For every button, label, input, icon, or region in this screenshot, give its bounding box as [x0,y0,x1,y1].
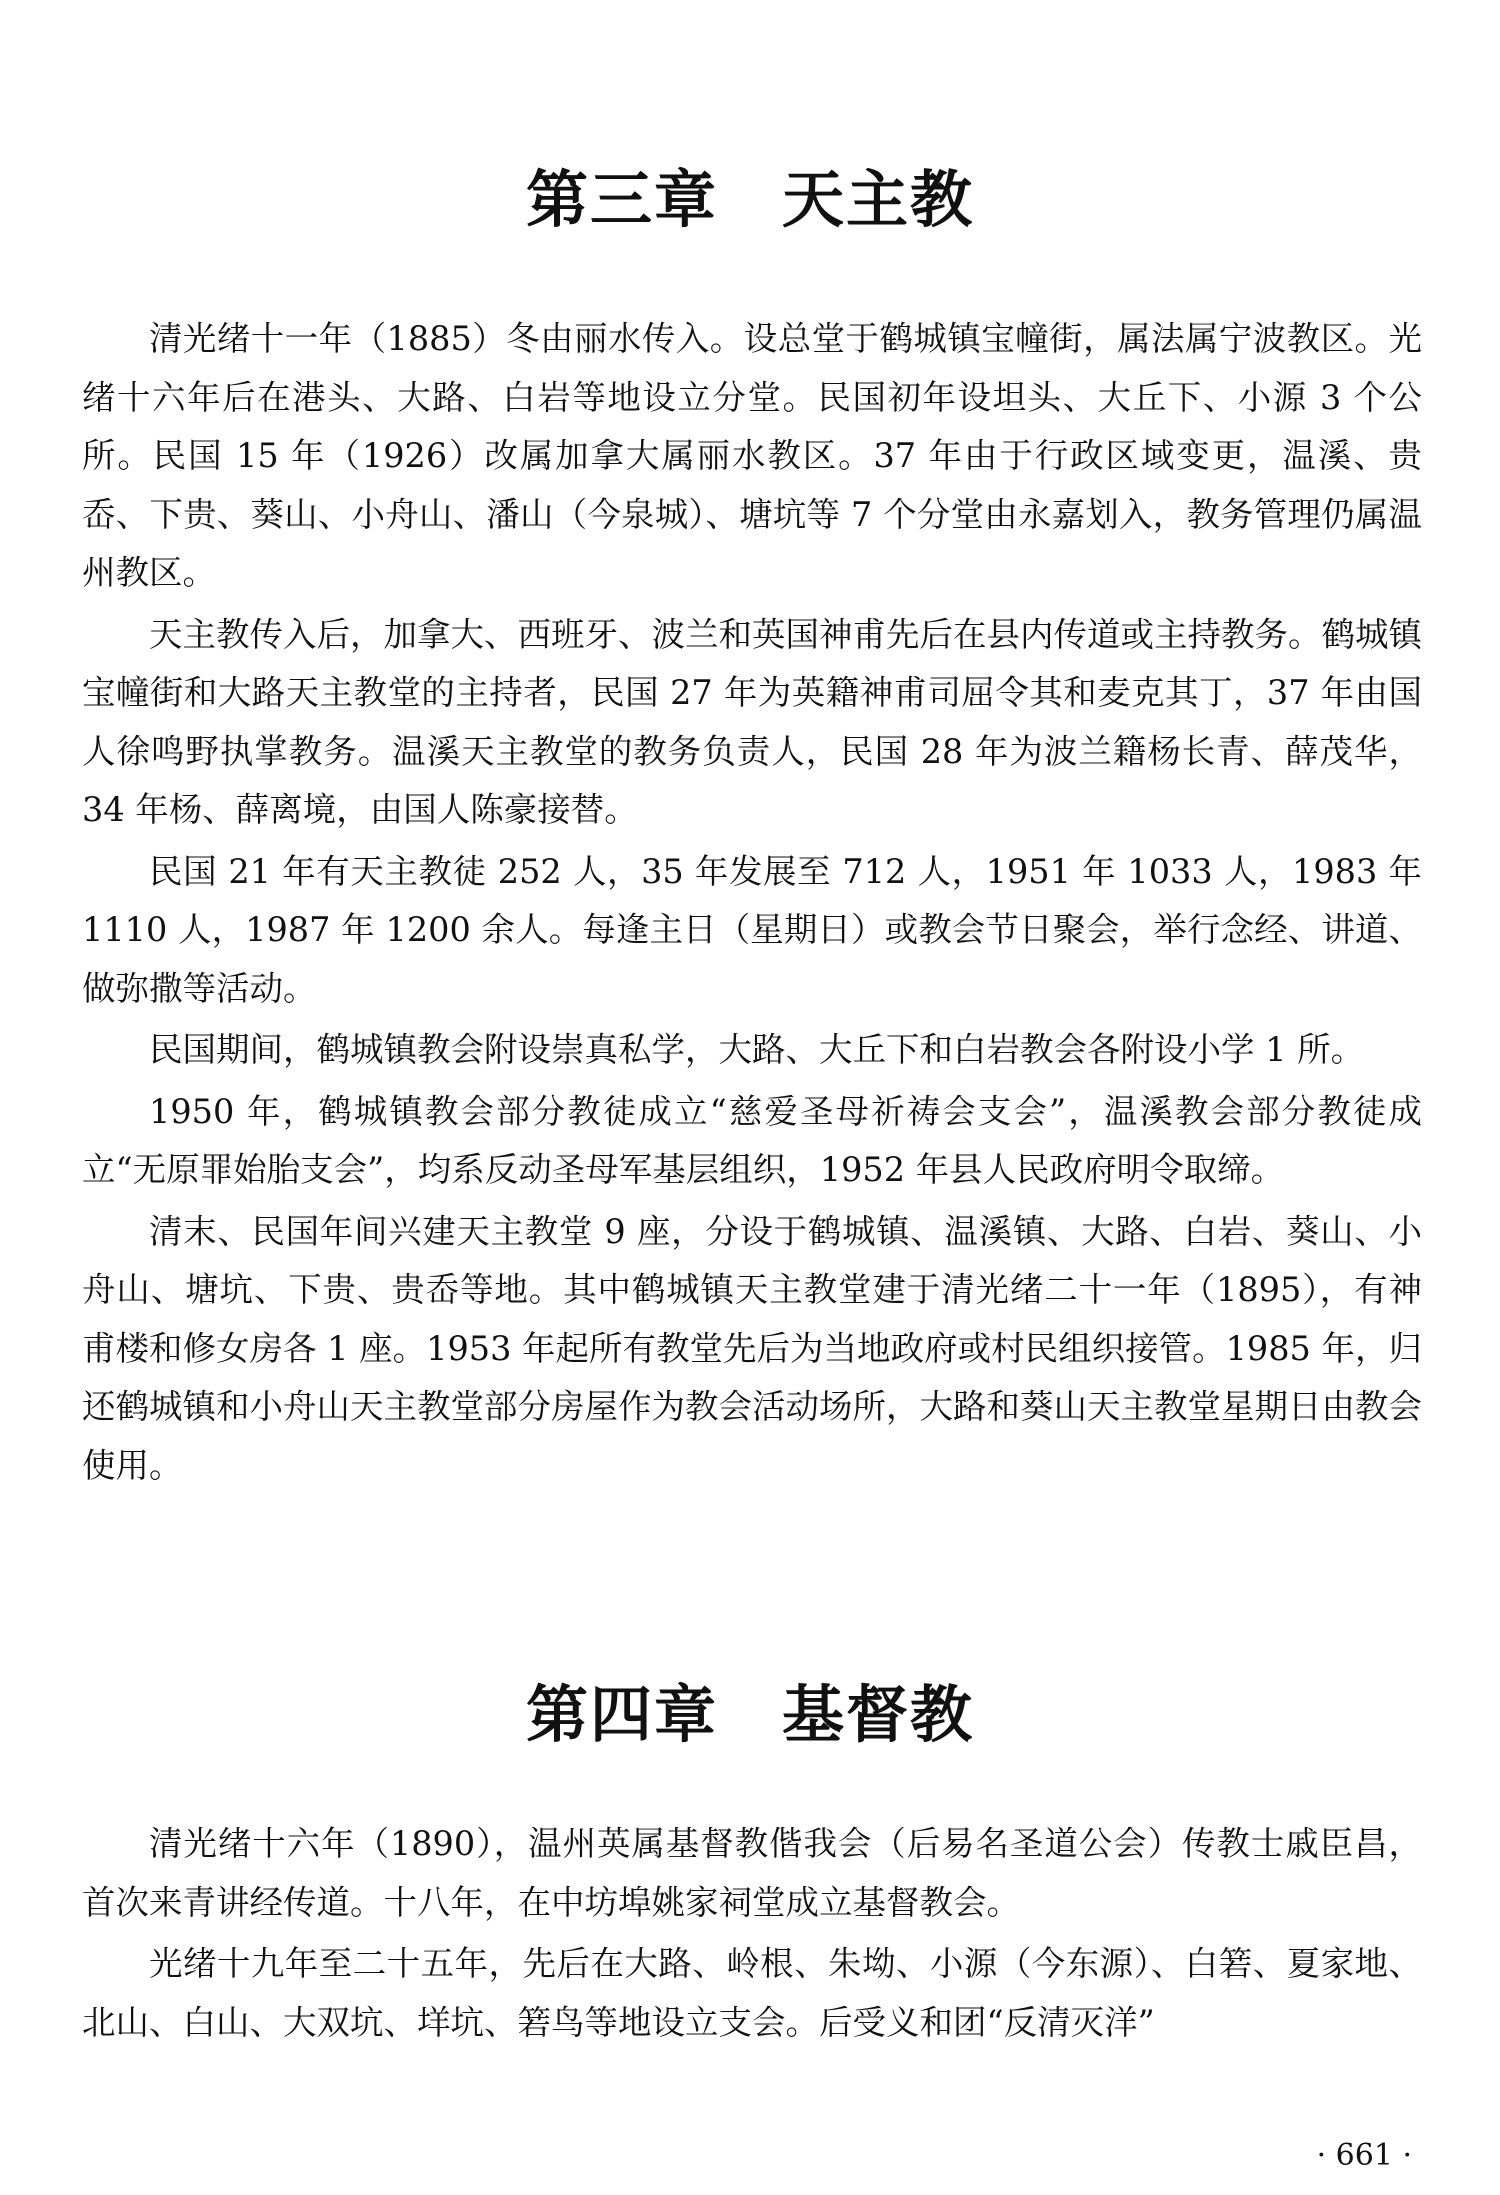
chapter-3-body [82,310,1422,1498]
paragraph: 民国 21 年有天主教徒 252 人，35 年发展至 712 人，1951 年 1033 人，1983 年 1110 人，1987 年 1200 余人。每逢主日（星期日）或教会节日聚会，举行念经、讲道、做弥撒等活动。 [82,851,1422,1008]
paragraph: 民国期间，鹤城镇教会附设崇真私学，大路、大丘下和白岩教会各附设小学 1 所。 [149,1030,1365,1069]
paragraph: 清光绪十一年（1885）冬由丽水传入。设总堂于鹤城镇宝幢街，属法属宁波教区。光绪十六年后在港头、大路、白岩等地设立分堂。民国初年设坦头、大丘下、小源 3 个公所。民国 15 年（1926）改属加拿大属丽水教区。37 年由于行政区域变更，温溪、贵岙、下贵、葵山、小舟山、潘山（今泉城）、塘坑等 7 个分堂由永嘉划入，教务管理仍属温州教区。 [82,319,1422,592]
paragraph: 1950 年，鹤城镇教会部分教徒成立“慈爱圣母祈祷会支会”，温溪教会部分教徒成立“无原罪始胎支会”，均系反动圣母军基层组织，1952 年县人民政府明令取缔。 [82,1091,1422,1189]
paragraph: 光绪十九年至二十五年，先后在大路、岭根、朱坳、小源（今东源）、白箬、夏家地、北山、白山、大双坑、垟坑、箬鸟等地设立支会。后受义和团“反清灭洋” [82,1944,1422,2042]
paragraph: 清光绪十六年（1890），温州英属基督教偕我会（后易名圣道公会）传教士戚臣昌，首次来青讲经传道。十八年，在中坊埠姚家祠堂成立基督教会。 [82,1824,1422,1922]
chapter-4-body [82,1815,1422,2055]
page-number: · 661 · [1316,2138,1412,2173]
chapter-4-title: 第四章 基督教 [525,1678,974,1751]
paragraph: 天主教传入后，加拿大、西班牙、波兰和英国神甫先后在县内传道或主持教务。鹤城镇宝幢街和大路天主教堂的主持者，民国 27 年为英籍神甫司屈令其和麦克其丁，37 年由国人徐鸣野执掌教务。温溪天主教堂的教务负责人，民国 28 年为波兰籍杨长青、薛茂华，34 年杨、薛离境，由国人陈豪接替。 [82,614,1422,829]
paragraph: 清末、民国年间兴建天主教堂 9 座，分设于鹤城镇、温溪镇、大路、白岩、葵山、小舟山、塘坑、下贵、贵岙等地。其中鹤城镇天主教堂建于清光绪二十一年（1895），有神甫楼和修女房各 1 座。1953 年起所有教堂先后为当地政府或村民组织接管。1985 年，归还鹤城镇和小舟山天主教堂部分房屋作为教会活动场所，大路和葵山天主教堂星期日由教会使用。 [82,1211,1422,1485]
chapter-3-title: 第三章 天主教 [525,163,974,236]
